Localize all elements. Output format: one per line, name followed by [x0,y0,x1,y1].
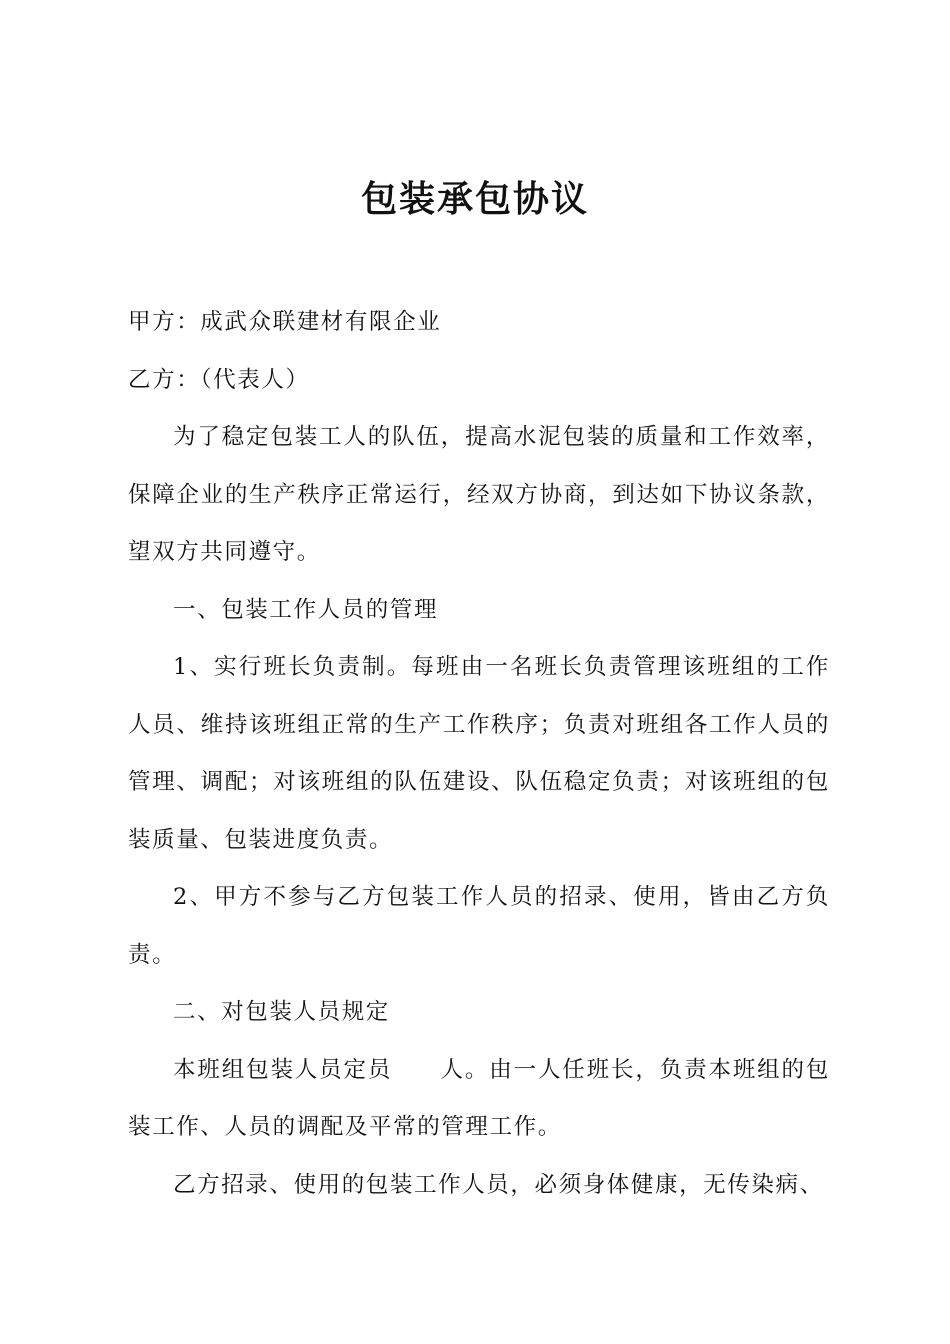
document-body [128,294,830,1214]
clause-1-2: 2、甲方不参与乙方包装工作人员的招录、使用，皆由乙方负责。 [128,884,830,968]
clause-1-1: 1、实行班长负责制。每班由一名班长负责管理该班组的工作人员、维持该班组正常的生产工作秩序；负责对班组各工作人员的管理、调配；对该班组的队伍建设、队伍稳定负责；对该班组的包装质量、包装进度负责。 [128,654,830,853]
clause-2-1-after-blank: 人。由一人任班长，负责本班组的包装工作、人员的调配及平常的管理工作。 [128,1056,831,1140]
document-title: 包装承包协议 [360,178,589,220]
section-heading-2: 二、对包装人员规定 [173,999,390,1025]
section-heading-1: 一、包装工作人员的管理 [173,596,439,623]
clause-2-2: 乙方招录、使用的包装工作人员，必须身体健康，无传染病、 [173,1171,824,1198]
intro-paragraph: 为了稳定包装工人的队伍，提高水泥包装的质量和工作效率，保障企业的生产秩序正常运行，经双方协商，到达如下协议条款，望双方共同遵守。 [128,424,830,565]
clause-2-1-before-blank: 本班组包装人员定员 [173,1056,393,1083]
party-a-line: 甲方：成武众联建材有限企业 [128,309,442,335]
clause-2-1 [128,1042,830,1157]
party-b-line: 乙方：（代表人） [128,366,310,393]
